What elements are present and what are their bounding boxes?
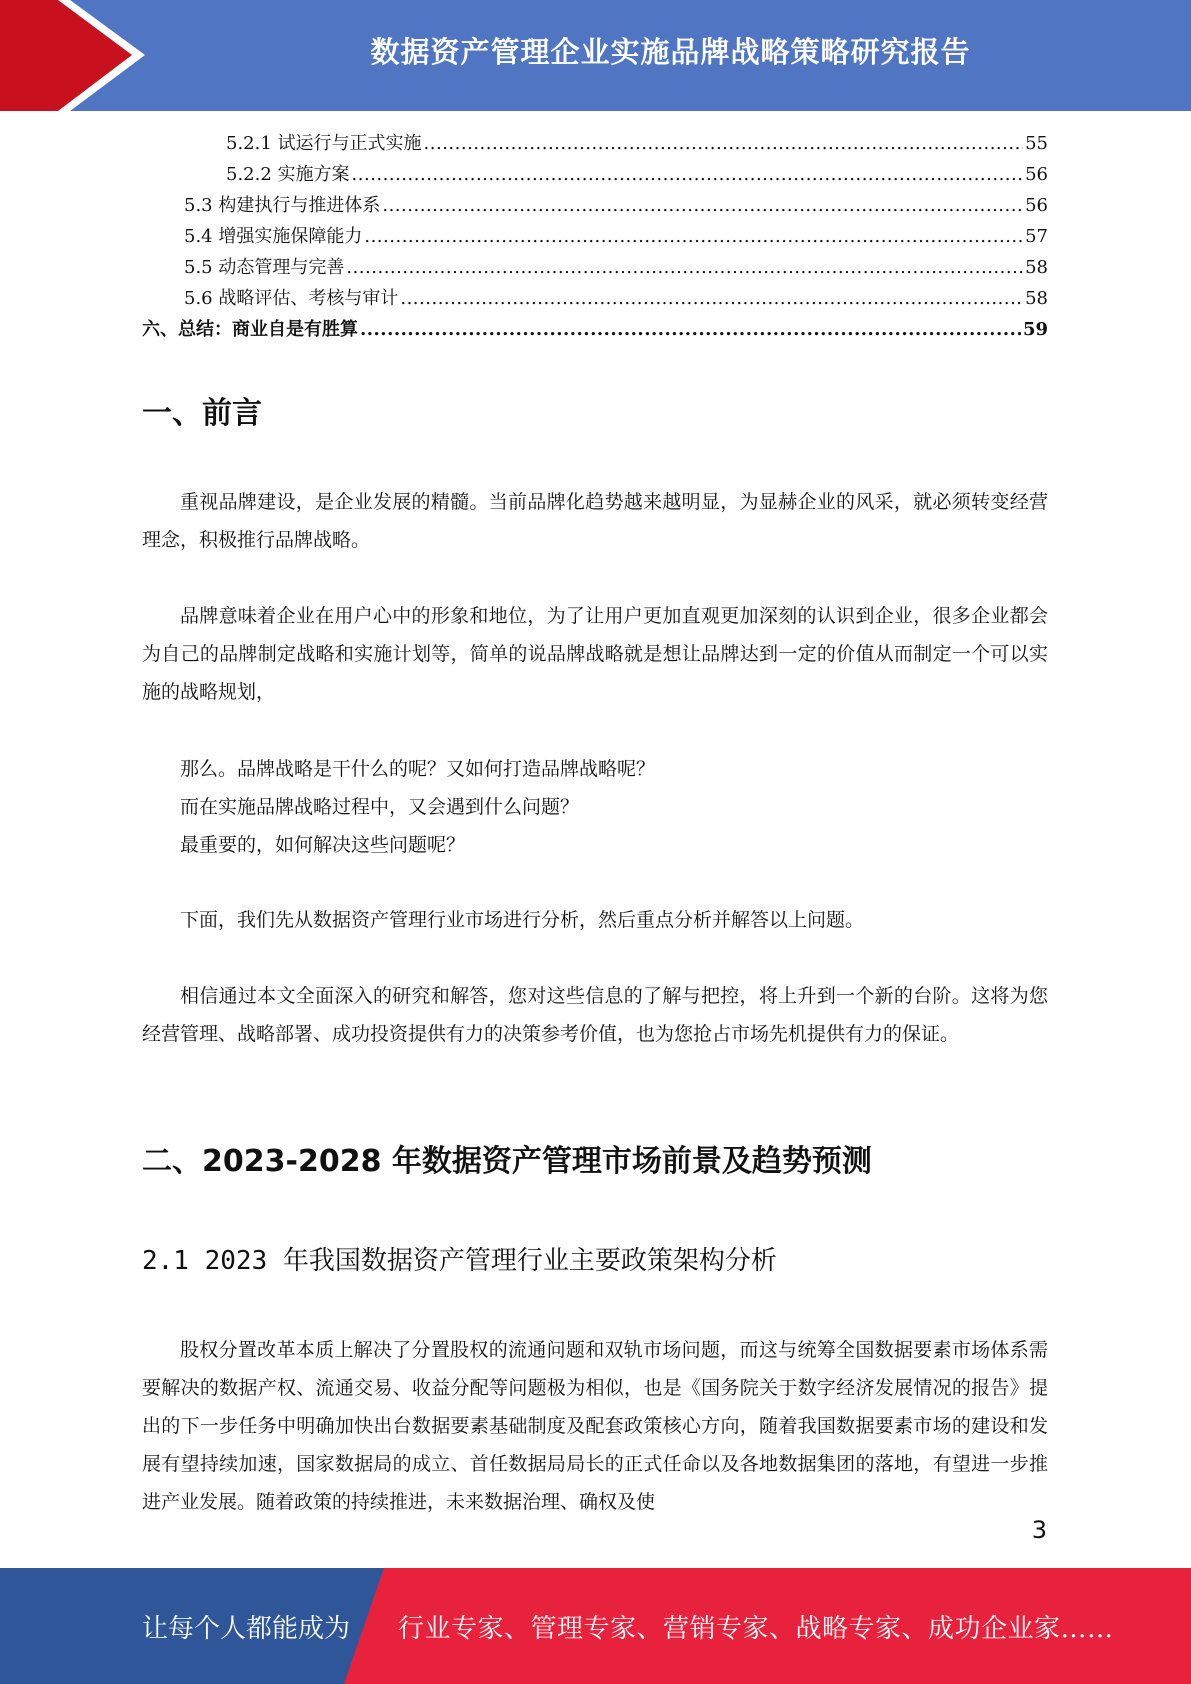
toc-entry-page: 57 [1025, 226, 1048, 247]
toc-leader-dots [382, 190, 1023, 221]
toc-entry-label: 5.4 增强实施保障能力 [184, 226, 363, 247]
toc-leader-dots [400, 283, 1023, 314]
question-line: 而在实施品牌战略过程中，又会遇到什么问题？ [180, 796, 580, 818]
toc-entry-label: 5.2.2 实施方案 [226, 164, 350, 185]
toc-leader-dots [364, 221, 1023, 252]
page-header [0, 0, 1191, 111]
toc-entry-page: 58 [1025, 288, 1048, 309]
toc-entry[interactable] [142, 190, 1048, 221]
red-chevron-icon [0, 0, 160, 111]
toc-entry[interactable] [142, 128, 1048, 159]
paragraph: 相信通过本文全面深入的研究和解答，您对这些信息的了解与把控，将上升到一个新的台阶。这将为您经营管理、战略部署、成功投资提供有力的决策参考价值，也为您抢占市场先机提供有力的保证。 [142, 985, 1048, 1045]
toc-entry-label: 六、总结：商业自是有胜算 [142, 319, 358, 340]
toc-leader-dots [360, 314, 1021, 345]
toc-leader-dots [352, 159, 1024, 190]
toc-entry-label: 5.6 战略评估、考核与审计 [184, 288, 399, 309]
toc-entry-page: 56 [1025, 195, 1048, 216]
footer-slogan-right: 行业专家、管理专家、营销专家、战略专家、成功企业家…… [398, 1613, 1114, 1644]
page-footer [0, 1568, 1191, 1684]
question-line: 那么。品牌战略是干什么的呢？又如何打造品牌战略呢？ [180, 758, 656, 780]
toc-entry[interactable] [142, 252, 1048, 283]
section-heading-preface: 一、前言 [142, 396, 262, 431]
question-line: 最重要的，如何解决这些问题呢？ [180, 834, 466, 856]
toc-entry-page: 56 [1025, 164, 1048, 185]
toc-entry[interactable] [142, 314, 1048, 345]
toc-entry[interactable] [142, 221, 1048, 252]
toc-entry-label: 5.2.1 试运行与正式实施 [226, 133, 422, 154]
toc-leader-dots [346, 252, 1023, 283]
toc-entry[interactable] [142, 159, 1048, 190]
toc-entry-page: 59 [1022, 319, 1048, 340]
page-number: 3 [1031, 1516, 1047, 1544]
toc-entry-label: 5.3 构建执行与推进体系 [184, 195, 381, 216]
paragraph: 股权分置改革本质上解决了分置股权的流通问题和双轨市场问题，而这与统筹全国数据要素市场体系需要解决的数据产权、流通交易、收益分配等问题极为相似，也是《国务院关于数字经济发展情况的报告》提出的下一步任务中明确加快出台数据要素基础制度及配套政策核心方向，随着我国数据要素市场的建设和发展有望持续加速，国家数据局的成立、首任数据局局长的正式任命以及各地数据集团的落地，有望进一步推进产业发展。随着政策的持续推进，未来数据治理、确权及使 [142, 1339, 1048, 1513]
report-title: 数据资产管理企业实施品牌战略策略研究报告 [370, 34, 971, 69]
toc-leader-dots [424, 128, 1024, 159]
paragraph: 下面，我们先从数据资产管理行业市场进行分析，然后重点分析并解答以上问题。 [180, 909, 865, 931]
toc-entry-page: 55 [1025, 133, 1048, 154]
section-heading-outlook: 二、2023-2028 年数据资产管理市场前景及趋势预测 [142, 1144, 872, 1179]
table-of-contents [142, 128, 1048, 345]
footer-slogan-left: 让每个人都能成为 [142, 1613, 351, 1644]
paragraph: 品牌意味着企业在用户心中的形象和地位，为了让用户更加直观更加深刻的认识到企业，很多企业都会为自己的品牌制定战略和实施计划等，简单的说品牌战略就是想让品牌达到一定的价值从而制定一个可以实施的战略规划， [142, 605, 1048, 703]
toc-entry[interactable] [142, 283, 1048, 314]
paragraph: 重视品牌建设，是企业发展的精髓。当前品牌化趋势越来越明显，为显赫企业的风采，就必须转变经营理念，积极推行品牌战略。 [142, 491, 1048, 551]
toc-entry-page: 58 [1025, 257, 1048, 278]
subsection-heading: 2.1 2023 年我国数据资产管理行业主要政策架构分析 [142, 1246, 777, 1276]
toc-entry-label: 5.5 动态管理与完善 [184, 257, 345, 278]
